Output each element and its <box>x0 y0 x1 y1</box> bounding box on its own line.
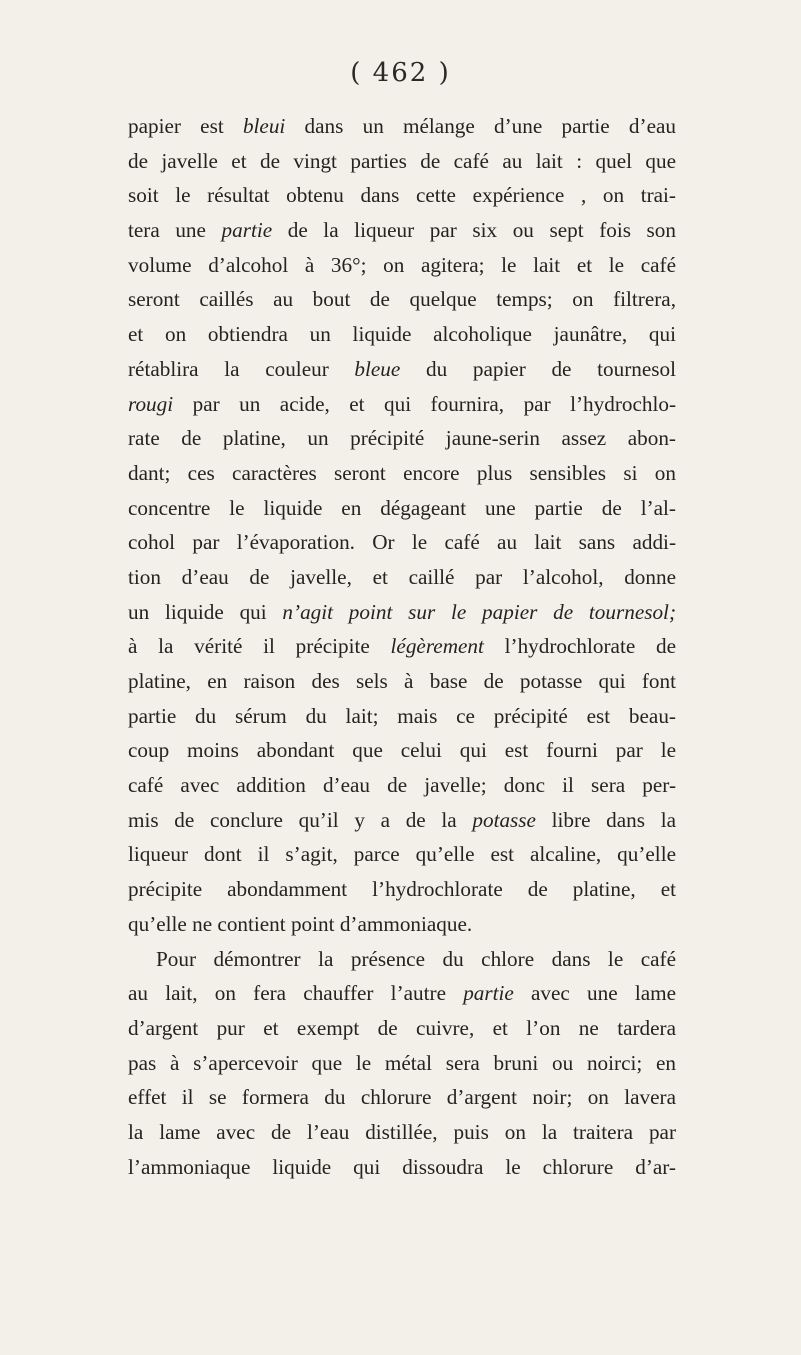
italic-text: légèrement <box>390 634 484 659</box>
text-line <box>128 629 676 664</box>
text-segment: rate de platine, un précipité jaune-serin assez abon- <box>128 426 676 451</box>
italic-text: potasse <box>472 807 536 832</box>
text-line <box>128 907 676 942</box>
italic-text: n’agit point sur le papier de tournesol; <box>282 599 676 624</box>
text-line <box>128 837 676 872</box>
text-segment: libre dans la <box>535 807 676 832</box>
text-line <box>128 178 676 213</box>
text-segment: d’argent pur et exempt de cuivre, et l’on ne tardera <box>128 1015 676 1040</box>
text-line <box>128 352 676 387</box>
text-segment: précipite abondamment l’hydrochlorate de platine, et <box>128 877 676 902</box>
text-line <box>128 768 676 803</box>
text-line <box>128 976 676 1011</box>
text-line <box>128 699 676 734</box>
text-line <box>128 248 676 283</box>
text-line <box>128 733 676 768</box>
text-segment: qu’elle ne contient point d’ammoniaque. <box>128 911 473 936</box>
text-segment: seront caillés au bout de quelque temps; on filtrera, <box>128 287 676 312</box>
text-segment: volume d’alcohol à 36°; on agitera; le lait et le café <box>128 252 676 277</box>
text-line <box>128 1150 676 1185</box>
text-segment: avec une lame <box>513 981 677 1006</box>
text-segment: au lait, on fera chauffer l’autre <box>128 981 464 1006</box>
text-segment: liqueur dont il s’agit, parce qu’elle est alcaline, qu’elle <box>128 842 676 867</box>
page-number: ( 462 ) <box>350 58 451 88</box>
text-line <box>128 282 676 317</box>
text-line <box>128 1046 676 1081</box>
text-segment: la lame avec de l’eau distillée, puis on la traitera par <box>128 1119 676 1144</box>
text-line <box>128 317 676 352</box>
text-segment: Pour démontrer la présence du chlore dans le café <box>156 946 676 971</box>
text-segment: pas à s’apercevoir que le métal sera bruni ou noirci; en <box>128 1050 676 1075</box>
text-line <box>128 109 676 144</box>
text-segment: effet il se formera du chlorure d’argent noir; on lavera <box>128 1085 676 1110</box>
text-segment: mis de conclure qu’il y a de la <box>128 807 473 832</box>
text-line <box>128 1115 676 1150</box>
text-line <box>128 872 676 907</box>
text-segment: platine, en raison des sels à base de potasse qui font <box>128 669 676 693</box>
text-segment: tion d’eau de javelle, et caillé par l’alcohol, donne <box>128 564 676 589</box>
text-line <box>128 456 676 491</box>
italic-text: rougi <box>128 391 174 416</box>
text-segment: papier est <box>128 114 243 138</box>
italic-text: partie <box>221 218 273 243</box>
text-segment: café avec addition d’eau de javelle; donc il sera per- <box>128 773 676 798</box>
text-line <box>128 213 676 248</box>
text-segment: soit le résultat obtenu dans cette expérience , on trai- <box>128 183 676 208</box>
text-segment: partie du sérum du lait; mais ce précipité est beau- <box>128 703 676 728</box>
text-segment: l’ammoniaque liquide qui dissoudra le chlorure d’ar- <box>128 1154 676 1179</box>
text-line <box>128 1011 676 1046</box>
text-segment: tera une <box>128 218 222 243</box>
text-segment: dans un mélange d’une partie d’eau <box>285 114 676 138</box>
text-segment: à la vérité il précipite <box>128 634 391 659</box>
text-line <box>128 1080 676 1115</box>
text-line <box>128 560 676 595</box>
text-segment: et on obtiendra un liquide alcoholique jaunâtre, qui <box>128 322 676 347</box>
text-line <box>128 421 676 456</box>
text-segment: un liquide qui <box>128 599 283 624</box>
text-segment: coup moins abondant que celui qui est fourni par le <box>128 738 676 763</box>
text-line <box>128 491 676 526</box>
text-segment: de la liqueur par six ou sept fois son <box>272 218 676 243</box>
text-line <box>128 525 676 560</box>
body-text <box>128 109 676 1184</box>
text-segment: cohol par l’évaporation. Or le café au lait sans addi- <box>128 530 676 555</box>
text-line <box>128 387 676 422</box>
text-line <box>128 942 676 977</box>
text-segment: rétablira la couleur <box>128 356 355 381</box>
text-line <box>128 664 676 699</box>
italic-text: bleue <box>354 356 401 381</box>
italic-text: bleui <box>242 114 286 138</box>
text-line <box>128 803 676 838</box>
text-segment: de javelle et de vingt parties de café au lait : quel que <box>128 148 676 173</box>
text-segment: l’hydrochlorate de <box>483 634 676 659</box>
text-segment: concentre le liquide en dégageant une partie de l’al- <box>128 495 676 520</box>
text-segment: dant; ces caractères seront encore plus sensibles si on <box>128 460 676 485</box>
text-segment: par un acide, et qui fournira, par l’hydrochlo- <box>173 391 676 416</box>
text-segment: du papier de tournesol <box>400 356 676 381</box>
text-line <box>128 144 676 179</box>
italic-text: partie <box>463 981 514 1006</box>
text-line <box>128 595 676 630</box>
